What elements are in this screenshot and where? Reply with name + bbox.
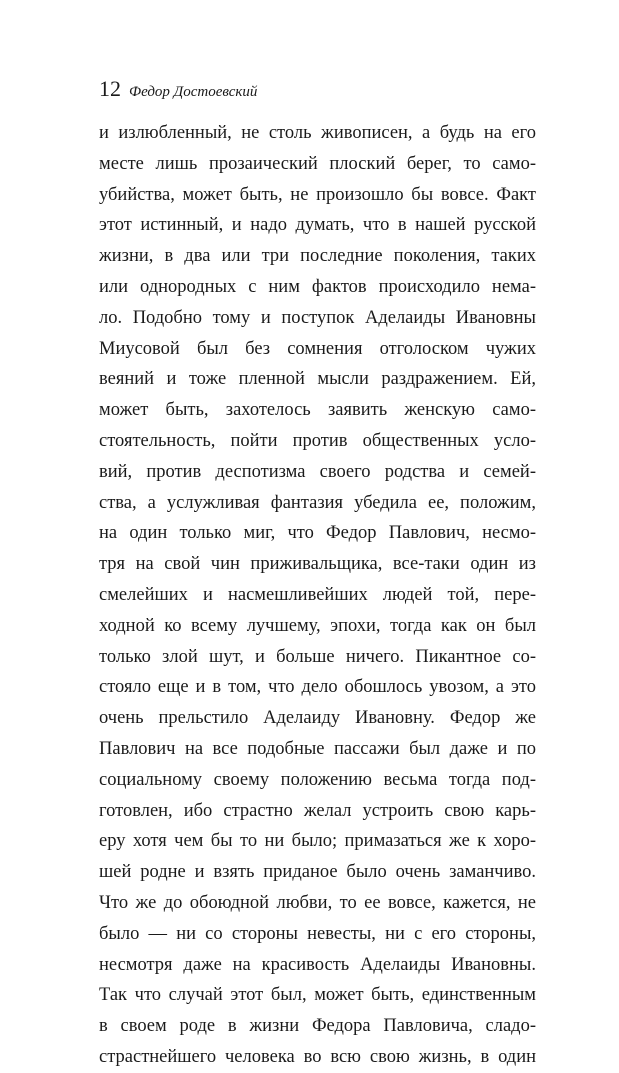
text-line: очень прельстило Аделаиду Ивановну. Федор же (99, 708, 536, 729)
text-line: социальному своему положению весьма тогда под- (99, 769, 536, 790)
text-line: и излюбленный, не столь живописен, а будь на его (99, 123, 536, 143)
text-line: на один только миг, что Федор Павлович, несмо- (99, 523, 536, 544)
text-line: Что же до обоюдной любви, то ее вовсе, кажется, не (99, 892, 536, 913)
text-line: несмотря даже на красивость Аделаиды Ивановны. (99, 954, 536, 975)
page-number: 12 (99, 76, 121, 101)
running-head (99, 76, 257, 104)
text-line: ло. Подобно тому и поступок Аделаиды Ивановны (99, 307, 536, 328)
text-line: или однородных с ним фактов происходило нема- (99, 276, 536, 297)
text-line: шей родне и взять приданое было очень заманчиво. (99, 862, 536, 883)
body-text (99, 118, 536, 1073)
text-line: только злой шут, и больше ничего. Пикантное со- (99, 646, 536, 667)
text-line: еру хотя чем бы то ни было; примазаться же к хоро- (99, 831, 536, 852)
text-line: тря на свой чин приживальщика, все-таки один из (99, 554, 536, 575)
text-line: Так что случай этот был, может быть, единственным (99, 985, 536, 1006)
text-line: может быть, захотелось заявить женскую само- (99, 400, 536, 421)
author-name: Федор Достоевский (129, 84, 258, 100)
text-line: в своем роде в жизни Федора Павловича, сладо- (99, 1016, 536, 1037)
text-line: веяний и тоже пленной мысли раздражением. Ей, (99, 369, 536, 390)
text-line: месте лишь прозаический плоский берег, то само- (99, 153, 536, 174)
text-line: убийства, может быть, не произошло бы вовсе. Факт (99, 184, 536, 205)
text-line: этот истинный, и надо думать, что в нашей русской (99, 215, 536, 236)
text-line: ходной ко всему лучшему, эпохи, тогда как он был (99, 615, 536, 636)
text-line: было — ни со стороны невесты, ни с его стороны, (99, 923, 536, 944)
text-line: Миусовой был без сомнения отголоском чужих (99, 338, 536, 359)
text-line: жизни, в два или три последние поколения, таких (99, 246, 536, 267)
text-line: смелейших и насмешливейших людей той, пере- (99, 584, 536, 605)
text-line: Павлович на все подобные пассажи был даже и по (99, 738, 536, 759)
text-line: стояло еще и в том, что дело обошлось увозом, а это (99, 677, 536, 698)
text-line: готовлен, ибо страстно желал устроить свою карь- (99, 800, 536, 821)
text-line: стоятельность, пойти против общественных усло- (99, 430, 536, 451)
text-line: страстнейшего человека во всю свою жизнь, в один (99, 1046, 536, 1067)
text-line: ства, а услужливая фантазия убедила ее, положим, (99, 492, 536, 513)
text-line: вий, против деспотизма своего родства и семей- (99, 461, 536, 482)
